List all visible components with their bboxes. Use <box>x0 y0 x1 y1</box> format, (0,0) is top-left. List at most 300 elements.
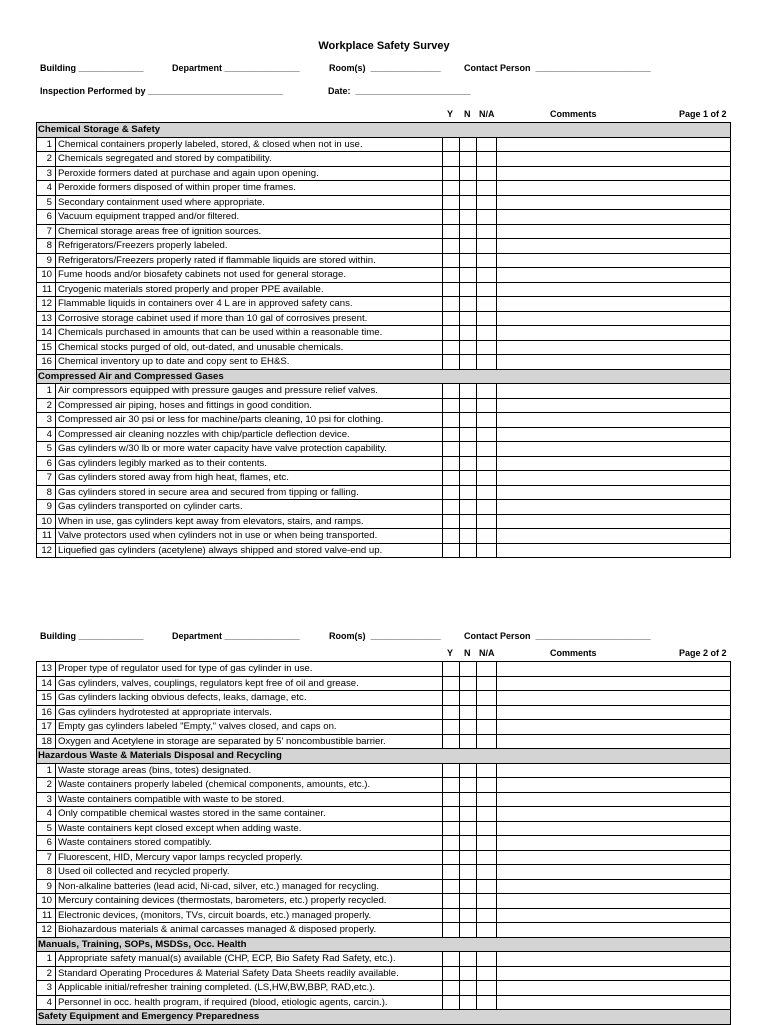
comments-cell[interactable] <box>497 807 731 822</box>
checklist-row <box>37 137 731 152</box>
checklist-row <box>37 485 731 500</box>
comments-cell[interactable] <box>497 952 731 967</box>
yes-checkbox[interactable] <box>443 398 460 413</box>
yes-checkbox[interactable] <box>443 195 460 210</box>
no-checkbox[interactable] <box>460 821 477 836</box>
checklist-row <box>37 514 731 529</box>
item-number: 2 <box>37 966 56 981</box>
comments-cell[interactable] <box>497 705 731 720</box>
item-number: 5 <box>37 442 56 457</box>
comments-cell[interactable] <box>497 778 731 793</box>
na-checkbox[interactable] <box>477 485 497 500</box>
checklist-row <box>37 778 731 793</box>
na-checkbox[interactable] <box>477 514 497 529</box>
yes-checkbox[interactable] <box>443 427 460 442</box>
yes-checkbox[interactable] <box>443 514 460 529</box>
no-checkbox[interactable] <box>460 485 477 500</box>
yes-checkbox[interactable] <box>443 836 460 851</box>
na-checkbox[interactable] <box>477 181 497 196</box>
item-number: 4 <box>37 995 56 1010</box>
checklist-row <box>37 297 731 312</box>
item-number: 1 <box>37 952 56 967</box>
yes-checkbox[interactable] <box>443 966 460 981</box>
no-checkbox[interactable] <box>460 966 477 981</box>
comments-cell[interactable] <box>497 850 731 865</box>
checklist-row <box>37 734 731 749</box>
na-checkbox[interactable] <box>477 427 497 442</box>
comments-cell[interactable] <box>497 282 731 297</box>
item-text: Fluorescent, HID, Mercury vapor lamps recycled properly. <box>56 850 443 865</box>
item-text: Waste containers properly labeled (chemical components, amounts, etc.). <box>56 778 443 793</box>
comments-cell[interactable] <box>497 821 731 836</box>
comments-cell[interactable] <box>497 152 731 167</box>
comments-cell[interactable] <box>497 224 731 239</box>
checklist-row <box>37 384 731 399</box>
na-checkbox[interactable] <box>477 500 497 515</box>
item-number: 11 <box>37 908 56 923</box>
no-checkbox[interactable] <box>460 981 477 996</box>
comments-cell[interactable] <box>497 166 731 181</box>
comments-cell[interactable] <box>497 966 731 981</box>
item-text: Only compatible chemical wastes stored in the same container. <box>56 807 443 822</box>
comments-cell[interactable] <box>497 879 731 894</box>
yes-checkbox[interactable] <box>443 981 460 996</box>
item-text: Oxygen and Acetylene in storage are separated by 5' noncombustible barrier. <box>56 734 443 749</box>
checklist-row <box>37 850 731 865</box>
yes-checkbox[interactable] <box>443 792 460 807</box>
yes-checkbox[interactable] <box>443 500 460 515</box>
checklist-row <box>37 253 731 268</box>
no-checkbox[interactable] <box>460 471 477 486</box>
item-number: 5 <box>37 195 56 210</box>
item-text: Waste containers kept closed except when adding waste. <box>56 821 443 836</box>
checklist-row <box>37 981 731 996</box>
item-text: Proper type of regulator used for type of gas cylinder in use. <box>56 662 443 677</box>
section-header <box>37 1010 731 1025</box>
yes-checkbox[interactable] <box>443 311 460 326</box>
no-checkbox[interactable] <box>460 720 477 735</box>
item-text: Gas cylinders stored in secure area and secured from tipping or falling. <box>56 485 443 500</box>
na-checkbox[interactable] <box>477 355 497 370</box>
na-checkbox[interactable] <box>477 543 497 558</box>
checklist-row <box>37 807 731 822</box>
comments-cell[interactable] <box>497 676 731 691</box>
comments-cell[interactable] <box>497 995 731 1010</box>
comments-cell[interactable] <box>497 210 731 225</box>
yes-checkbox[interactable] <box>443 413 460 428</box>
no-checkbox[interactable] <box>460 253 477 268</box>
item-text: Flammable liquids in containers over 4 L are in approved safety cans. <box>56 297 443 312</box>
col-na-label: N/A <box>479 648 495 658</box>
item-text: Valve protectors used when cylinders not in use or when being transported. <box>56 529 443 544</box>
na-checkbox[interactable] <box>477 981 497 996</box>
no-checkbox[interactable] <box>460 952 477 967</box>
na-checkbox[interactable] <box>477 995 497 1010</box>
building-field[interactable]: Building _____________ <box>40 63 144 73</box>
yes-checkbox[interactable] <box>443 952 460 967</box>
no-checkbox[interactable] <box>460 865 477 880</box>
no-checkbox[interactable] <box>460 239 477 254</box>
item-text: Liquefied gas cylinders (acetylene) always shipped and stored valve-end up. <box>56 543 443 558</box>
item-number: 17 <box>37 720 56 735</box>
yes-checkbox[interactable] <box>443 705 460 720</box>
rooms-field[interactable]: Room(s) ______________ <box>329 631 441 641</box>
na-checkbox[interactable] <box>477 340 497 355</box>
yes-checkbox[interactable] <box>443 384 460 399</box>
checklist-row <box>37 210 731 225</box>
comments-cell[interactable] <box>497 836 731 851</box>
item-number: 16 <box>37 705 56 720</box>
item-number: 5 <box>37 821 56 836</box>
contact-person-field[interactable]: Contact Person _______________________ <box>464 63 651 73</box>
item-text: Gas cylinders transported on cylinder carts. <box>56 500 443 515</box>
na-checkbox[interactable] <box>477 792 497 807</box>
item-text: Used oil collected and recycled properly. <box>56 865 443 880</box>
page-number: Page 1 of 2 <box>679 109 727 119</box>
comments-cell[interactable] <box>497 427 731 442</box>
na-checkbox[interactable] <box>477 879 497 894</box>
comments-cell[interactable] <box>497 239 731 254</box>
yes-checkbox[interactable] <box>443 181 460 196</box>
na-checkbox[interactable] <box>477 691 497 706</box>
no-checkbox[interactable] <box>460 676 477 691</box>
col-y-label: Y <box>447 648 454 658</box>
yes-checkbox[interactable] <box>443 894 460 909</box>
na-checkbox[interactable] <box>477 836 497 851</box>
checklist-row <box>37 662 731 677</box>
comments-cell[interactable] <box>497 792 731 807</box>
department-field[interactable]: Department _______________ <box>172 631 300 641</box>
yes-checkbox[interactable] <box>443 485 460 500</box>
na-checkbox[interactable] <box>477 894 497 909</box>
item-number: 9 <box>37 253 56 268</box>
na-checkbox[interactable] <box>477 662 497 677</box>
comments-cell[interactable] <box>497 691 731 706</box>
na-checkbox[interactable] <box>477 705 497 720</box>
no-checkbox[interactable] <box>460 181 477 196</box>
no-checkbox[interactable] <box>460 543 477 558</box>
na-checkbox[interactable] <box>477 253 497 268</box>
no-checkbox[interactable] <box>460 850 477 865</box>
no-checkbox[interactable] <box>460 195 477 210</box>
yes-checkbox[interactable] <box>443 471 460 486</box>
item-number: 13 <box>37 662 56 677</box>
comments-cell[interactable] <box>497 763 731 778</box>
na-checkbox[interactable] <box>477 311 497 326</box>
no-checkbox[interactable] <box>460 500 477 515</box>
item-number: 10 <box>37 894 56 909</box>
yes-checkbox[interactable] <box>443 763 460 778</box>
item-number: 12 <box>37 543 56 558</box>
col-n-label: N <box>464 648 471 658</box>
na-checkbox[interactable] <box>477 807 497 822</box>
comments-cell[interactable] <box>497 195 731 210</box>
item-number: 4 <box>37 181 56 196</box>
item-number: 8 <box>37 865 56 880</box>
na-checkbox[interactable] <box>477 850 497 865</box>
item-number: 10 <box>37 514 56 529</box>
comments-cell[interactable] <box>497 268 731 283</box>
item-text: Personnel in occ. health program, if required (blood, etiologic agents, carcin.). <box>56 995 443 1010</box>
yes-checkbox[interactable] <box>443 166 460 181</box>
checklist-row <box>37 282 731 297</box>
comments-cell[interactable] <box>497 662 731 677</box>
comments-cell[interactable] <box>497 398 731 413</box>
no-checkbox[interactable] <box>460 210 477 225</box>
no-checkbox[interactable] <box>460 879 477 894</box>
item-number: 6 <box>37 456 56 471</box>
na-checkbox[interactable] <box>477 195 497 210</box>
yes-checkbox[interactable] <box>443 879 460 894</box>
no-checkbox[interactable] <box>460 413 477 428</box>
no-checkbox[interactable] <box>460 166 477 181</box>
yes-checkbox[interactable] <box>443 456 460 471</box>
checklist-row <box>37 763 731 778</box>
col-n-label: N <box>464 109 471 119</box>
yes-checkbox[interactable] <box>443 720 460 735</box>
page2-checklist-table <box>36 661 731 1025</box>
no-checkbox[interactable] <box>460 691 477 706</box>
no-checkbox[interactable] <box>460 807 477 822</box>
yes-checkbox[interactable] <box>443 543 460 558</box>
comments-cell[interactable] <box>497 485 731 500</box>
comments-cell[interactable] <box>497 720 731 735</box>
no-checkbox[interactable] <box>460 355 477 370</box>
na-checkbox[interactable] <box>477 676 497 691</box>
item-text: Refrigerators/Freezers properly labeled. <box>56 239 443 254</box>
yes-checkbox[interactable] <box>443 253 460 268</box>
yes-checkbox[interactable] <box>443 662 460 677</box>
na-checkbox[interactable] <box>477 821 497 836</box>
item-number: 16 <box>37 355 56 370</box>
checklist-row <box>37 529 731 544</box>
item-text: Corrosive storage cabinet used if more than 10 gal of corrosives present. <box>56 311 443 326</box>
yes-checkbox[interactable] <box>443 297 460 312</box>
yes-checkbox[interactable] <box>443 908 460 923</box>
checklist-row <box>37 691 731 706</box>
section-header <box>37 369 731 384</box>
na-checkbox[interactable] <box>477 966 497 981</box>
yes-checkbox[interactable] <box>443 282 460 297</box>
na-checkbox[interactable] <box>477 734 497 749</box>
building-field[interactable]: Building _____________ <box>40 631 144 641</box>
na-checkbox[interactable] <box>477 224 497 239</box>
no-checkbox[interactable] <box>460 995 477 1010</box>
na-checkbox[interactable] <box>477 456 497 471</box>
na-checkbox[interactable] <box>477 720 497 735</box>
item-number: 2 <box>37 778 56 793</box>
comments-cell[interactable] <box>497 442 731 457</box>
yes-checkbox[interactable] <box>443 137 460 152</box>
na-checkbox[interactable] <box>477 137 497 152</box>
na-checkbox[interactable] <box>477 952 497 967</box>
no-checkbox[interactable] <box>460 427 477 442</box>
checklist-row <box>37 326 731 341</box>
item-text: Chemical storage areas free of ignition sources. <box>56 224 443 239</box>
na-checkbox[interactable] <box>477 166 497 181</box>
inspection-performed-by-field[interactable]: Inspection Performed by ___________________________ <box>40 86 284 96</box>
no-checkbox[interactable] <box>460 326 477 341</box>
na-checkbox[interactable] <box>477 152 497 167</box>
contact-person-field[interactable]: Contact Person _______________________ <box>464 631 651 641</box>
yes-checkbox[interactable] <box>443 152 460 167</box>
na-checkbox[interactable] <box>477 413 497 428</box>
yes-checkbox[interactable] <box>443 355 460 370</box>
no-checkbox[interactable] <box>460 836 477 851</box>
yes-checkbox[interactable] <box>443 210 460 225</box>
na-checkbox[interactable] <box>477 529 497 544</box>
na-checkbox[interactable] <box>477 778 497 793</box>
no-checkbox[interactable] <box>460 152 477 167</box>
comments-cell[interactable] <box>497 514 731 529</box>
no-checkbox[interactable] <box>460 442 477 457</box>
no-checkbox[interactable] <box>460 137 477 152</box>
no-checkbox[interactable] <box>460 268 477 283</box>
comments-cell[interactable] <box>497 543 731 558</box>
na-checkbox[interactable] <box>477 282 497 297</box>
yes-checkbox[interactable] <box>443 268 460 283</box>
yes-checkbox[interactable] <box>443 239 460 254</box>
comments-cell[interactable] <box>497 326 731 341</box>
no-checkbox[interactable] <box>460 398 477 413</box>
no-checkbox[interactable] <box>460 456 477 471</box>
yes-checkbox[interactable] <box>443 865 460 880</box>
item-text: Appropriate safety manual(s) available (CHP, ECP, Bio Safety Rad Safety, etc.). <box>56 952 443 967</box>
comments-cell[interactable] <box>497 471 731 486</box>
no-checkbox[interactable] <box>460 734 477 749</box>
item-text: Gas cylinders, valves, couplings, regulators kept free of oil and grease. <box>56 676 443 691</box>
comments-cell[interactable] <box>497 894 731 909</box>
na-checkbox[interactable] <box>477 297 497 312</box>
no-checkbox[interactable] <box>460 792 477 807</box>
no-checkbox[interactable] <box>460 311 477 326</box>
date-field[interactable]: Date: _______________________ <box>328 86 471 96</box>
checklist-row <box>37 865 731 880</box>
comments-cell[interactable] <box>497 355 731 370</box>
yes-checkbox[interactable] <box>443 995 460 1010</box>
item-text: Chemicals segregated and stored by compatibility. <box>56 152 443 167</box>
item-number: 14 <box>37 676 56 691</box>
comments-cell[interactable] <box>497 923 731 938</box>
comments-cell[interactable] <box>497 384 731 399</box>
no-checkbox[interactable] <box>460 894 477 909</box>
no-checkbox[interactable] <box>460 529 477 544</box>
yes-checkbox[interactable] <box>443 691 460 706</box>
no-checkbox[interactable] <box>460 662 477 677</box>
comments-cell[interactable] <box>497 253 731 268</box>
na-checkbox[interactable] <box>477 865 497 880</box>
yes-checkbox[interactable] <box>443 326 460 341</box>
no-checkbox[interactable] <box>460 282 477 297</box>
item-number: 10 <box>37 268 56 283</box>
item-number: 3 <box>37 413 56 428</box>
na-checkbox[interactable] <box>477 268 497 283</box>
checklist-row <box>37 836 731 851</box>
no-checkbox[interactable] <box>460 923 477 938</box>
no-checkbox[interactable] <box>460 778 477 793</box>
na-checkbox[interactable] <box>477 908 497 923</box>
comments-cell[interactable] <box>497 311 731 326</box>
checklist-row <box>37 471 731 486</box>
comments-cell[interactable] <box>497 297 731 312</box>
item-number: 11 <box>37 282 56 297</box>
checklist-row <box>37 224 731 239</box>
no-checkbox[interactable] <box>460 908 477 923</box>
yes-checkbox[interactable] <box>443 923 460 938</box>
yes-checkbox[interactable] <box>443 529 460 544</box>
item-number: 7 <box>37 224 56 239</box>
yes-checkbox[interactable] <box>443 850 460 865</box>
comments-cell[interactable] <box>497 500 731 515</box>
item-text: Non-alkaline batteries (lead acid, Ni-cad, silver, etc.) managed for recycling. <box>56 879 443 894</box>
department-field[interactable]: Department _______________ <box>172 63 300 73</box>
na-checkbox[interactable] <box>477 384 497 399</box>
no-checkbox[interactable] <box>460 763 477 778</box>
item-text: Gas cylinders lacking obvious defects, leaks, damage, etc. <box>56 691 443 706</box>
section-title: Manuals, Training, SOPs, MSDSs, Occ. Health <box>37 937 731 952</box>
na-checkbox[interactable] <box>477 398 497 413</box>
na-checkbox[interactable] <box>477 210 497 225</box>
checklist-row <box>37 442 731 457</box>
item-text: Fume hoods and/or biosafety cabinets not used for general storage. <box>56 268 443 283</box>
yes-checkbox[interactable] <box>443 807 460 822</box>
yes-checkbox[interactable] <box>443 821 460 836</box>
yes-checkbox[interactable] <box>443 442 460 457</box>
comments-cell[interactable] <box>497 981 731 996</box>
item-number: 18 <box>37 734 56 749</box>
yes-checkbox[interactable] <box>443 734 460 749</box>
comments-cell[interactable] <box>497 456 731 471</box>
section-header <box>37 749 731 764</box>
checklist-row <box>37 268 731 283</box>
na-checkbox[interactable] <box>477 471 497 486</box>
na-checkbox[interactable] <box>477 239 497 254</box>
comments-cell[interactable] <box>497 908 731 923</box>
no-checkbox[interactable] <box>460 705 477 720</box>
section-header <box>37 123 731 138</box>
yes-checkbox[interactable] <box>443 778 460 793</box>
na-checkbox[interactable] <box>477 763 497 778</box>
no-checkbox[interactable] <box>460 384 477 399</box>
rooms-field[interactable]: Room(s) ______________ <box>329 63 441 73</box>
comments-cell[interactable] <box>497 865 731 880</box>
na-checkbox[interactable] <box>477 442 497 457</box>
comments-cell[interactable] <box>497 529 731 544</box>
comments-cell[interactable] <box>497 413 731 428</box>
no-checkbox[interactable] <box>460 340 477 355</box>
section-title: Compressed Air and Compressed Gases <box>37 369 731 384</box>
yes-checkbox[interactable] <box>443 340 460 355</box>
comments-cell[interactable] <box>497 137 731 152</box>
na-checkbox[interactable] <box>477 923 497 938</box>
no-checkbox[interactable] <box>460 224 477 239</box>
comments-cell[interactable] <box>497 734 731 749</box>
yes-checkbox[interactable] <box>443 676 460 691</box>
item-text: Waste storage areas (bins, totes) designated. <box>56 763 443 778</box>
na-checkbox[interactable] <box>477 326 497 341</box>
item-text: Empty gas cylinders labeled "Empty," valves closed, and caps on. <box>56 720 443 735</box>
no-checkbox[interactable] <box>460 514 477 529</box>
comments-cell[interactable] <box>497 181 731 196</box>
comments-cell[interactable] <box>497 340 731 355</box>
yes-checkbox[interactable] <box>443 224 460 239</box>
item-number: 11 <box>37 529 56 544</box>
item-text: Biohazardous materials & animal carcasses managed & disposed properly. <box>56 923 443 938</box>
checklist-row <box>37 705 731 720</box>
no-checkbox[interactable] <box>460 297 477 312</box>
item-number: 1 <box>37 137 56 152</box>
checklist-row <box>37 456 731 471</box>
